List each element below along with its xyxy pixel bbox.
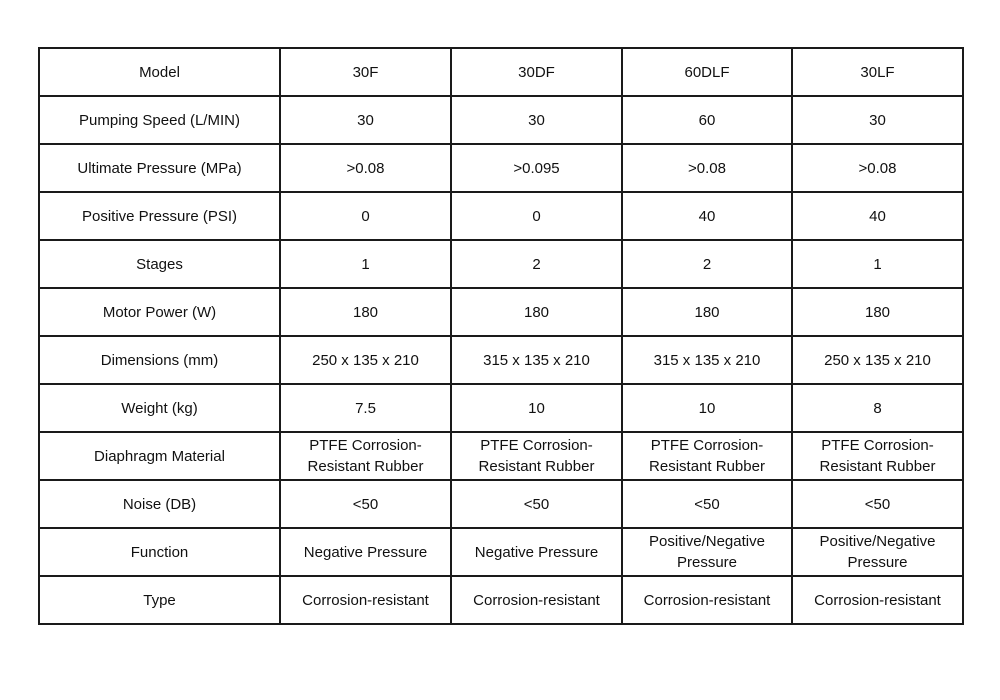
table-row — [39, 336, 963, 384]
table-row — [39, 480, 963, 528]
table-cell: Corrosion-resistant — [451, 576, 622, 624]
table-cell: 2 — [622, 240, 792, 288]
table-cell: >0.08 — [792, 144, 963, 192]
row-label: Function — [39, 528, 280, 576]
row-label: Noise (DB) — [39, 480, 280, 528]
row-label: Dimensions (mm) — [39, 336, 280, 384]
table-cell: Corrosion-resistant — [280, 576, 451, 624]
table-cell: 180 — [280, 288, 451, 336]
row-label: Type — [39, 576, 280, 624]
table-cell: <50 — [792, 480, 963, 528]
table-cell: 30 — [451, 96, 622, 144]
table-cell: Positive/Negative Pressure — [622, 528, 792, 576]
table-cell: PTFE Corrosion-Resistant Rubber — [622, 432, 792, 480]
table-row — [39, 144, 963, 192]
table-row — [39, 576, 963, 624]
table-cell: 0 — [451, 192, 622, 240]
table-cell: >0.08 — [622, 144, 792, 192]
header-cell: 30LF — [792, 48, 963, 96]
table-cell: Negative Pressure — [280, 528, 451, 576]
table-cell: 0 — [280, 192, 451, 240]
table-cell: Corrosion-resistant — [792, 576, 963, 624]
table-cell: 60 — [622, 96, 792, 144]
table-cell: 8 — [792, 384, 963, 432]
header-cell: 30DF — [451, 48, 622, 96]
table-row — [39, 432, 963, 480]
table-cell: 250 x 135 x 210 — [792, 336, 963, 384]
table-cell: 10 — [451, 384, 622, 432]
table-cell: >0.08 — [280, 144, 451, 192]
table-cell: Corrosion-resistant — [622, 576, 792, 624]
table-row — [39, 288, 963, 336]
table-cell: 1 — [280, 240, 451, 288]
table-cell: 40 — [792, 192, 963, 240]
table-row — [39, 384, 963, 432]
header-cell: 30F — [280, 48, 451, 96]
row-label: Weight (kg) — [39, 384, 280, 432]
table-cell: 250 x 135 x 210 — [280, 336, 451, 384]
table-cell: 180 — [792, 288, 963, 336]
table-cell: <50 — [280, 480, 451, 528]
table-cell: 180 — [622, 288, 792, 336]
table-cell: 40 — [622, 192, 792, 240]
table-cell: 30 — [792, 96, 963, 144]
table-cell: >0.095 — [451, 144, 622, 192]
row-label: Pumping Speed (L/MIN) — [39, 96, 280, 144]
table-cell: PTFE Corrosion-Resistant Rubber — [792, 432, 963, 480]
table-cell: 7.5 — [280, 384, 451, 432]
table-cell: PTFE Corrosion-Resistant Rubber — [280, 432, 451, 480]
row-label: Motor Power (W) — [39, 288, 280, 336]
table-cell: 10 — [622, 384, 792, 432]
row-label: Positive Pressure (PSI) — [39, 192, 280, 240]
table-row — [39, 528, 963, 576]
header-cell: Model — [39, 48, 280, 96]
table-cell: 180 — [451, 288, 622, 336]
table-cell: PTFE Corrosion-Resistant Rubber — [451, 432, 622, 480]
table-cell: Negative Pressure — [451, 528, 622, 576]
table-cell: <50 — [451, 480, 622, 528]
table-cell: Positive/Negative Pressure — [792, 528, 963, 576]
table-cell: 30 — [280, 96, 451, 144]
row-label: Ultimate Pressure (MPa) — [39, 144, 280, 192]
row-label: Stages — [39, 240, 280, 288]
table-cell: <50 — [622, 480, 792, 528]
table-cell: 315 x 135 x 210 — [622, 336, 792, 384]
table-cell: 2 — [451, 240, 622, 288]
table-cell: 1 — [792, 240, 963, 288]
spec-table — [38, 47, 964, 625]
table-cell: 315 x 135 x 210 — [451, 336, 622, 384]
table-header-row — [39, 48, 963, 96]
header-cell: 60DLF — [622, 48, 792, 96]
row-label: Diaphragm Material — [39, 432, 280, 480]
table-row — [39, 192, 963, 240]
table-row — [39, 96, 963, 144]
table-row — [39, 240, 963, 288]
